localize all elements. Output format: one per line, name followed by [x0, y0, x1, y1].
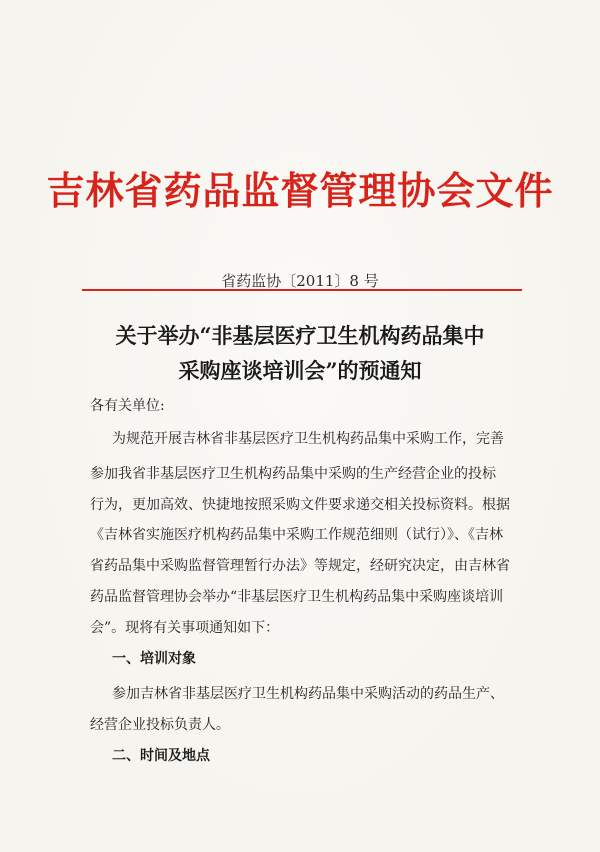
body-paragraph-line: 《吉林省实施医疗机构药品集中采购工作规范细则（试行）》、《吉林 [90, 527, 503, 543]
notice-title-line-2: 采购座谈培训会”的预通知 [178, 358, 422, 383]
body-paragraph-line: 行为，更加高效、快捷地按照采购文件要求递交相关投标资料。根据 [90, 497, 510, 513]
notice-title-line-1: 关于举办“非基层医疗卫生机构药品集中 [115, 323, 485, 348]
body-paragraph-line: 参加我省非基层医疗卫生机构药品集中采购的生产经营企业的投标 [90, 466, 496, 482]
body-paragraph-line: 省药品集中采购监督管理暂行办法》等规定，经研究决定，由吉林省 [90, 558, 510, 574]
document-number: 省药监协〔2011〕8 号 [221, 272, 379, 290]
section1-body-line: 参加吉林省非基层医疗卫生机构药品集中采购活动的药品生产、 [112, 686, 504, 702]
body-paragraph-line: 为规范开展吉林省非基层医疗卫生机构药品集中采购工作，完善 [112, 431, 504, 447]
section-heading-2: 二、时间及地点 [112, 748, 210, 764]
body-paragraph-line: 会”。现将有关事项通知如下： [90, 620, 280, 636]
section1-body-line: 经营企业投标负责人。 [90, 717, 230, 733]
addressee-line: 各有关单位: [90, 398, 165, 414]
red-divider-line [82, 289, 522, 291]
section-heading-1: 一、培训对象 [112, 651, 196, 667]
issuer-header-title: 吉林省药品监督管理协会文件 [46, 168, 554, 213]
body-paragraph-line: 药品监督管理协会举办“非基层医疗卫生机构药品集中采购座谈培训 [90, 589, 504, 605]
